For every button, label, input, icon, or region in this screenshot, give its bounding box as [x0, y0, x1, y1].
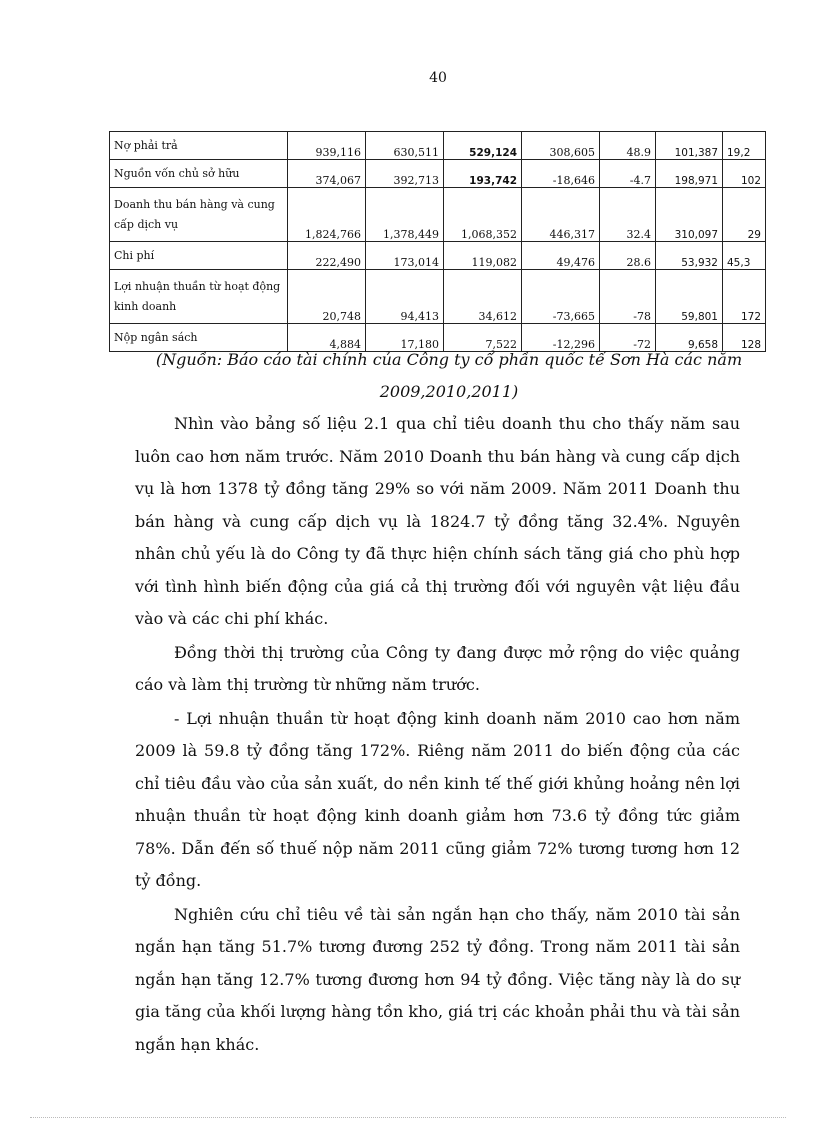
table-row — [110, 270, 766, 324]
table-cell: 45,3 — [723, 242, 766, 270]
table-cell: 374,067 — [288, 160, 366, 188]
table-cell: 630,511 — [366, 132, 444, 160]
table-cell: 4,884 — [288, 324, 366, 352]
table-row — [110, 242, 766, 270]
table-row — [110, 132, 766, 160]
table-cell: 222,490 — [288, 242, 366, 270]
table-cell: 20,748 — [288, 270, 366, 324]
table-cell: 173,014 — [366, 242, 444, 270]
paragraph: Nhìn vào bảng số liệu 2.1 qua chỉ tiêu doanh thu cho thấy năm sau luôn cao hơn năm trước. Năm 2010 Doanh thu bán hàng và cung cấp dịch vụ là hơn 1378 tỷ đồng tăng 29% so với năm 2009. Năm 2011 Doanh thu bán hàng và cung cấp dịch vụ là 1824.7 tỷ đồng tăng 32.4%. Nguyên nhân chủ yếu là do Công ty đã thực hiện chính sách tăng giá cho phù hợp với tình hình biến động của giá cả thị trường đối với nguyên vật liệu đầu vào và các chi phí khác. — [135, 414, 740, 628]
table-cell: 308,605 — [522, 132, 600, 160]
financial-table — [109, 131, 766, 352]
table-row — [110, 160, 766, 188]
row-label: Nguồn vốn chủ sở hữu — [110, 160, 288, 188]
table-cell: 32.4 — [600, 188, 656, 242]
table-cell: 53,932 — [656, 242, 723, 270]
table-cell: 7,522 — [444, 324, 522, 352]
table-cell: 28.6 — [600, 242, 656, 270]
table-cell: 310,097 — [656, 188, 723, 242]
table-row — [110, 188, 766, 242]
table-cell: 94,413 — [366, 270, 444, 324]
table-cell: -18,646 — [522, 160, 600, 188]
table-cell: -72 — [600, 324, 656, 352]
table-cell: -12,296 — [522, 324, 600, 352]
row-label: Nợ phải trả — [110, 132, 288, 160]
table-cell: 102 — [723, 160, 766, 188]
table-cell: 529,124 — [444, 132, 522, 160]
row-label: Lợi nhuận thuần từ hoạt động kinh doanh — [110, 270, 288, 324]
table-cell: 172 — [723, 270, 766, 324]
paragraph: - Lợi nhuận thuần từ hoạt động kinh doanh năm 2010 cao hơn năm 2009 là 59.8 tỷ đồng tăng 172%. Riêng năm 2011 do biến động của các chỉ tiêu đầu vào của sản xuất, do nền kinh tế thế giới khủng hoảng nên lợi nhuận thuần từ hoạt động kinh doanh giảm hơn 73.6 tỷ đồng tức giảm 78%. Dẫn đến số thuế nộp năm 2011 cũng giảm 72% tương tương hơn 12 tỷ đồng. — [135, 708, 740, 890]
table-cell: 1,824,766 — [288, 188, 366, 242]
table-cell: 48.9 — [600, 132, 656, 160]
table-cell: 193,742 — [444, 160, 522, 188]
table-cell: -78 — [600, 270, 656, 324]
table-cell: -4.7 — [600, 160, 656, 188]
table-cell: 128 — [723, 324, 766, 352]
table-cell: 392,713 — [366, 160, 444, 188]
paragraph: Nghiên cứu chỉ tiêu về tài sản ngắn hạn cho thấy, năm 2010 tài sản ngắn hạn tăng 51.7% tương đương 252 tỷ đồng. Trong năm 2011 tài sản ngắn hạn tăng 12.7% tương đương hơn 94 tỷ đồng. Việc tăng này là do sự gia tăng của khối lượng hàng tồn kho, giá trị các khoản phải thu và tài sản ngắn hạn khác. — [135, 904, 740, 1054]
table-cell: 1,378,449 — [366, 188, 444, 242]
table-cell: 939,116 — [288, 132, 366, 160]
page-bottom-divider — [30, 1117, 786, 1118]
row-label: Doanh thu bán hàng và cung cấp dịch vụ — [110, 188, 288, 242]
table-cell: 1,068,352 — [444, 188, 522, 242]
body-text — [135, 408, 740, 1062]
table-cell: 17,180 — [366, 324, 444, 352]
table-cell: 59,801 — [656, 270, 723, 324]
table-cell: 101,387 — [656, 132, 723, 160]
table-cell: 29 — [723, 188, 766, 242]
table-cell: 446,317 — [522, 188, 600, 242]
table-cell: 198,971 — [656, 160, 723, 188]
table-cell: 34,612 — [444, 270, 522, 324]
table-cell: 9,658 — [656, 324, 723, 352]
table-cell: -73,665 — [522, 270, 600, 324]
row-label: Nộp ngân sách — [110, 324, 288, 352]
table-cell: 119,082 — [444, 242, 522, 270]
page-number: 40 — [429, 70, 447, 86]
source-note: (Nguồn: Báo cáo tài chính của Công ty cổ phần quốc tế Sơn Hà các năm 2009,2010,2011) — [155, 350, 743, 401]
table-cell: 49,476 — [522, 242, 600, 270]
paragraph: Đồng thời thị trường của Công ty đang được mở rộng do việc quảng cáo và làm thị trường từ những năm trước. — [135, 642, 740, 694]
row-label: Chi phí — [110, 242, 288, 270]
table-cell: 19,2 — [723, 132, 766, 160]
